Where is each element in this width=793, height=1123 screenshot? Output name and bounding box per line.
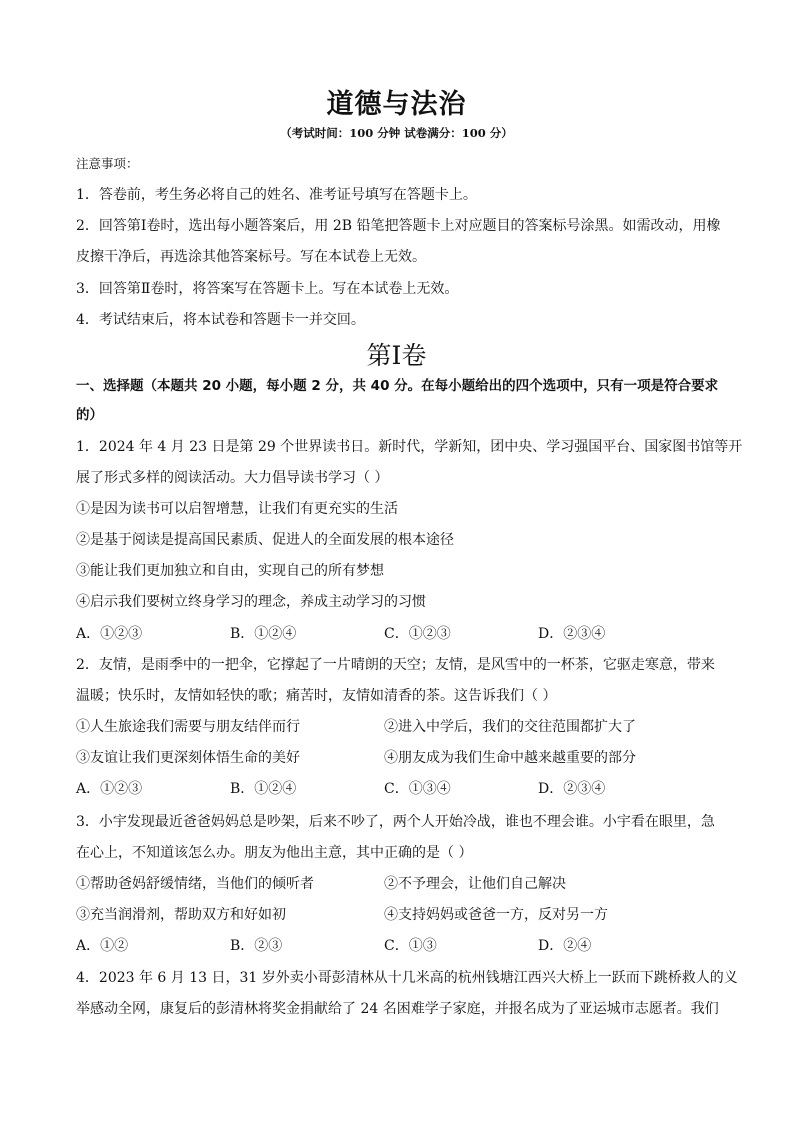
question-3-statement: ④支持妈妈或爸爸一方，反对另一方 <box>384 907 608 923</box>
question-1-statement: ①是因为读书可以启智增慧，让我们有更充实的生活 <box>76 501 398 517</box>
question-3-statement: ③充当润滑剂，帮助双方和好如初 <box>76 907 286 923</box>
option-d[interactable]: D．②③④ <box>538 781 606 797</box>
option-b[interactable]: B．①②④ <box>230 781 297 797</box>
question-2-stem: 温暖；快乐时，友情如轻快的歌；痛苦时，友情如清香的茶。这告诉我们（ ） <box>76 688 557 704</box>
option-c[interactable]: C．①③ <box>384 938 437 954</box>
question-3-statement: ①帮助爸妈舒缓情绪，当他们的倾听者 <box>76 876 314 892</box>
option-b[interactable]: B．②③ <box>230 938 283 954</box>
section-instruction: 一、选择题（本题共 20 小题，每小题 2 分，共 40 分。在每小题给出的四个选项中，只有一项是符合要求 <box>76 378 719 394</box>
option-b[interactable]: B．①②④ <box>230 626 297 642</box>
notice-item: 4．考试结束后，将本试卷和答题卡一并交回。 <box>76 312 365 328</box>
question-2-statements <box>76 717 726 737</box>
notice-item: 皮擦干净后，再选涂其他答案标号。写在本试卷上无效。 <box>76 249 426 265</box>
question-3-statements <box>76 905 726 925</box>
question-4-stem: 4．2023 年 6 月 13 日，31 岁外卖小哥彭清林从十几米高的杭州钱塘江西兴大桥上一跃而下跳桥救人的义 <box>76 970 738 986</box>
question-2-statement: ②进入中学后，我们的交往范围都扩大了 <box>384 719 636 735</box>
question-1-statement: ③能让我们更加独立和自由，实现自己的所有梦想 <box>76 563 384 579</box>
question-3-statements <box>76 874 726 894</box>
question-3-stem: 3．小宇发现最近爸爸妈妈总是吵架，后来不吵了，两个人开始冷战，谁也不理会谁。小宇看在眼里，急 <box>76 814 715 830</box>
question-2-statement: ③友谊让我们更深刻体悟生命的美好 <box>76 750 300 766</box>
notice-item: 2．回答第Ⅰ卷时，选出每小题答案后，用 2B 铅笔把答题卡上对应题目的答案标号涂黑。如需改动，用橡 <box>76 218 721 234</box>
notice-item: 3．回答第Ⅱ卷时，将答案写在答题卡上。写在本试卷上无效。 <box>76 281 459 297</box>
question-1-stem: 1．2024 年 4 月 23 日是第 29 个世界读书日。新时代，学新知，团中央、学习强国平台、国家图书馆等开 <box>76 439 743 455</box>
option-d[interactable]: D．②④ <box>538 938 592 954</box>
option-d[interactable]: D．②③④ <box>538 626 606 642</box>
question-1-statement: ②是基于阅读是提高国民素质、促进人的全面发展的根本途径 <box>76 532 454 548</box>
notice-heading: 注意事项： <box>76 156 139 171</box>
question-2-statement: ④朋友成为我们生命中越来越重要的部分 <box>384 750 636 766</box>
option-c[interactable]: C．①③④ <box>384 781 451 797</box>
section-instruction: 的） <box>76 407 103 423</box>
option-c[interactable]: C．①②③ <box>384 626 451 642</box>
question-3-stem: 在心上，不知道该怎么办。朋友为他出主意，其中正确的是（ ） <box>76 845 473 861</box>
question-1-statement: ④启示我们要树立终身学习的理念，养成主动学习的习惯 <box>76 594 426 610</box>
option-a[interactable]: A．①②③ <box>76 626 143 642</box>
question-1-stem: 展了形式多样的阅读活动。大力倡导读书学习（ ） <box>76 470 389 486</box>
question-2-stem: 2．友情，是雨季中的一把伞，它撑起了一片晴朗的天空；友情，是风雪中的一杯茶，它驱走寒意，带来 <box>76 657 715 673</box>
exam-time-info: （考试时间：100 分钟 试卷满分：100 分） <box>280 126 513 140</box>
notice-item: 1．答卷前，考生务必将自己的姓名、准考证号填写在答题卡上。 <box>76 187 477 203</box>
question-2-statements <box>76 748 726 768</box>
section-title: 第Ⅰ卷 <box>366 341 427 370</box>
question-4-stem: 举感动全网，康复后的彭清林将奖金捐献给了 24 名困难学子家庭，并报名成为了亚运城市志愿者。我们 <box>76 1001 719 1017</box>
question-3-statement: ②不予理会，让他们自己解决 <box>384 876 566 892</box>
exam-title: 道德与法治 <box>326 89 467 120</box>
option-a[interactable]: A．①② <box>76 938 129 954</box>
option-a[interactable]: A．①②③ <box>76 781 143 797</box>
question-2-statement: ①人生旅途我们需要与朋友结伴而行 <box>76 719 300 735</box>
